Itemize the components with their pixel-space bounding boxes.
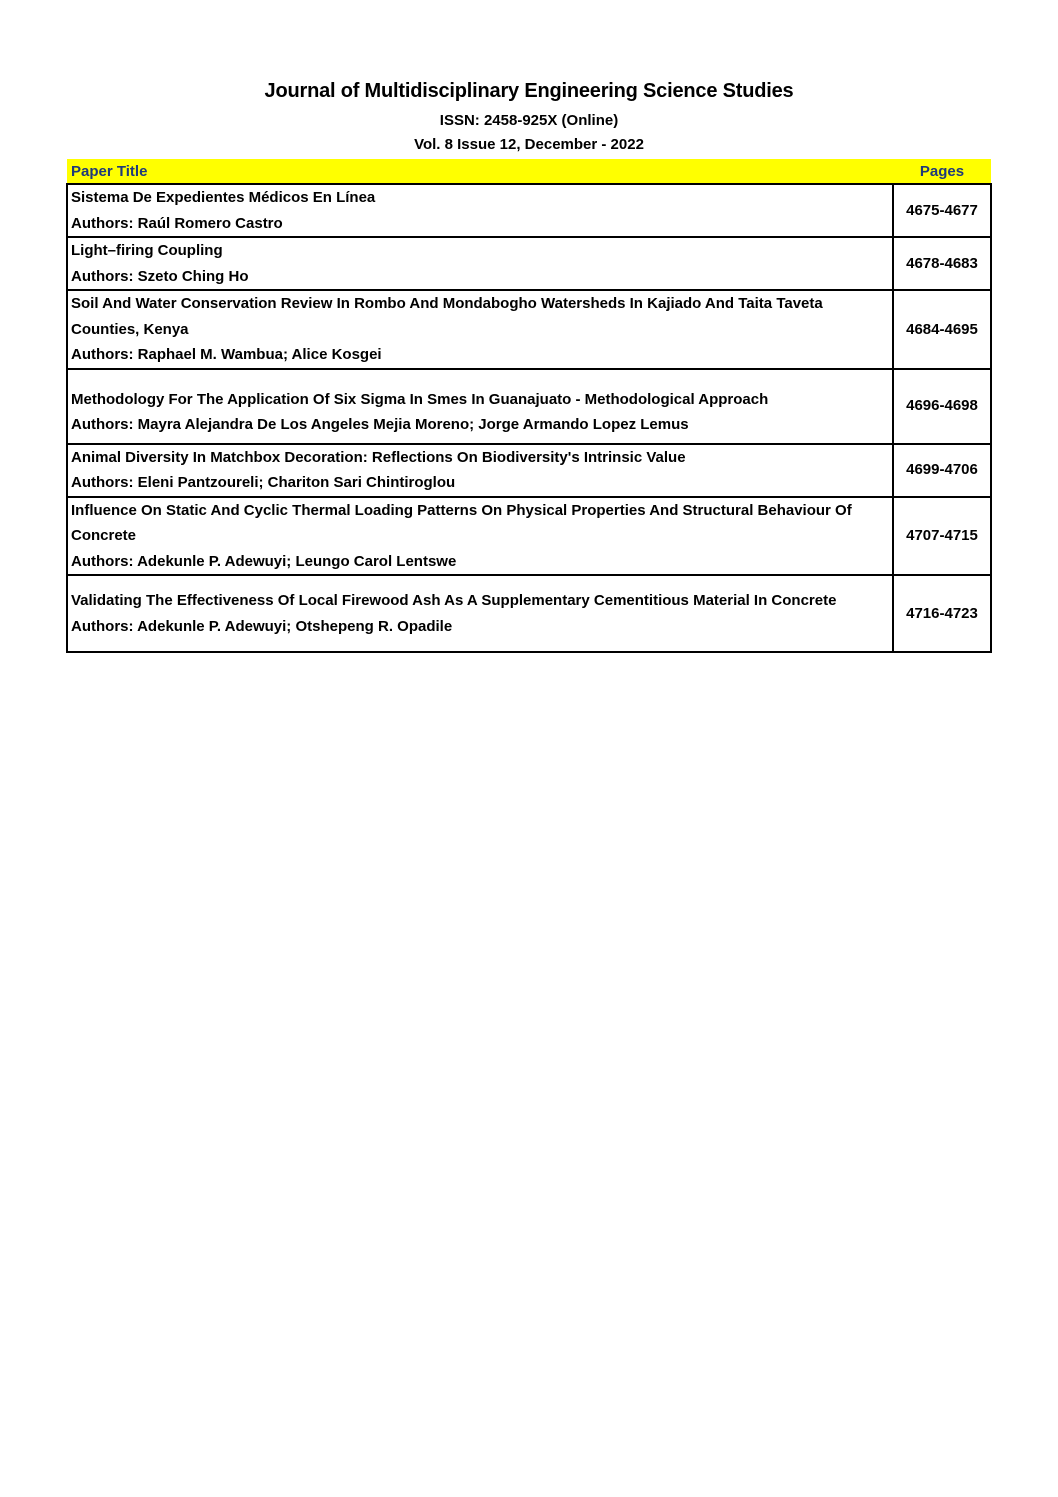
journal-title: Journal of Multidisciplinary Engineering Science Studies: [264, 80, 794, 102]
paper-title[interactable]: Methodology For The Application Of Six Sigma In Smes In Guanajuato - Methodological Approach: [71, 390, 769, 408]
paper-cell: [67, 575, 893, 652]
paper-cell: [67, 184, 893, 237]
table-row: [67, 575, 991, 652]
table-row: [67, 444, 991, 497]
header-pages: Pages: [893, 159, 991, 184]
paper-authors: Authors: Mayra Alejandra De Los Angeles Mejia Moreno; Jorge Armando Lopez Lemus: [71, 416, 689, 433]
page-range: 4696-4698: [893, 369, 991, 444]
paper-cell: [67, 497, 893, 576]
paper-title[interactable]: Validating The Effectiveness Of Local Firewood Ash As A Supplementary Cementitious Material In Concrete: [71, 592, 837, 609]
volume-issue-line: Vol. 8 Issue 12, December - 2022: [414, 136, 644, 153]
page-range: 4675-4677: [893, 184, 991, 237]
paper-authors: Authors: Eleni Pantzoureli; Chariton Sari Chintiroglou: [71, 474, 456, 491]
paper-cell: [67, 290, 893, 369]
paper-title[interactable]: Sistema De Expedientes Médicos En Línea: [71, 189, 376, 206]
paper-cell: [67, 237, 893, 290]
paper-authors: Authors: Adekunle P. Adewuyi; Otshepeng R. Opadile: [71, 617, 453, 635]
paper-title[interactable]: Light–firing Coupling: [71, 242, 223, 259]
paper-title[interactable]: Soil And Water Conservation Review In Rombo And Mondabogho Watersheds In Kajiado And Taita Taveta Counties, Kenya: [71, 295, 823, 338]
page-range: 4707-4715: [893, 497, 991, 576]
table-of-contents: [66, 159, 992, 653]
paper-authors: Authors: Raphael M. Wambua; Alice Kosgei: [71, 346, 382, 363]
header-paper-title: Paper Title: [67, 159, 893, 184]
paper-authors: Authors: Raúl Romero Castro: [71, 214, 283, 232]
paper-title[interactable]: Animal Diversity In Matchbox Decoration: Reflections On Biodiversity's Intrinsic Value: [71, 448, 686, 466]
table-header-row: [67, 159, 991, 184]
paper-cell: [67, 369, 893, 444]
paper-authors: Authors: Szeto Ching Ho: [71, 267, 249, 285]
table-row: [67, 497, 991, 576]
table-row: [67, 369, 991, 444]
page-range: 4684-4695: [893, 290, 991, 369]
paper-title[interactable]: Influence On Static And Cyclic Thermal Loading Patterns On Physical Properties And Structural Behaviour Of Concrete: [71, 501, 852, 544]
table-row: [67, 237, 991, 290]
page-range: 4716-4723: [893, 575, 991, 652]
page-range: 4678-4683: [893, 237, 991, 290]
paper-cell: [67, 444, 893, 497]
issn-line: ISSN: 2458-925X (Online): [439, 112, 619, 129]
table-row: [67, 184, 991, 237]
table-row: [67, 290, 991, 369]
paper-authors: Authors: Adekunle P. Adewuyi; Leungo Carol Lentswe: [71, 552, 457, 570]
page-range: 4699-4706: [893, 444, 991, 497]
